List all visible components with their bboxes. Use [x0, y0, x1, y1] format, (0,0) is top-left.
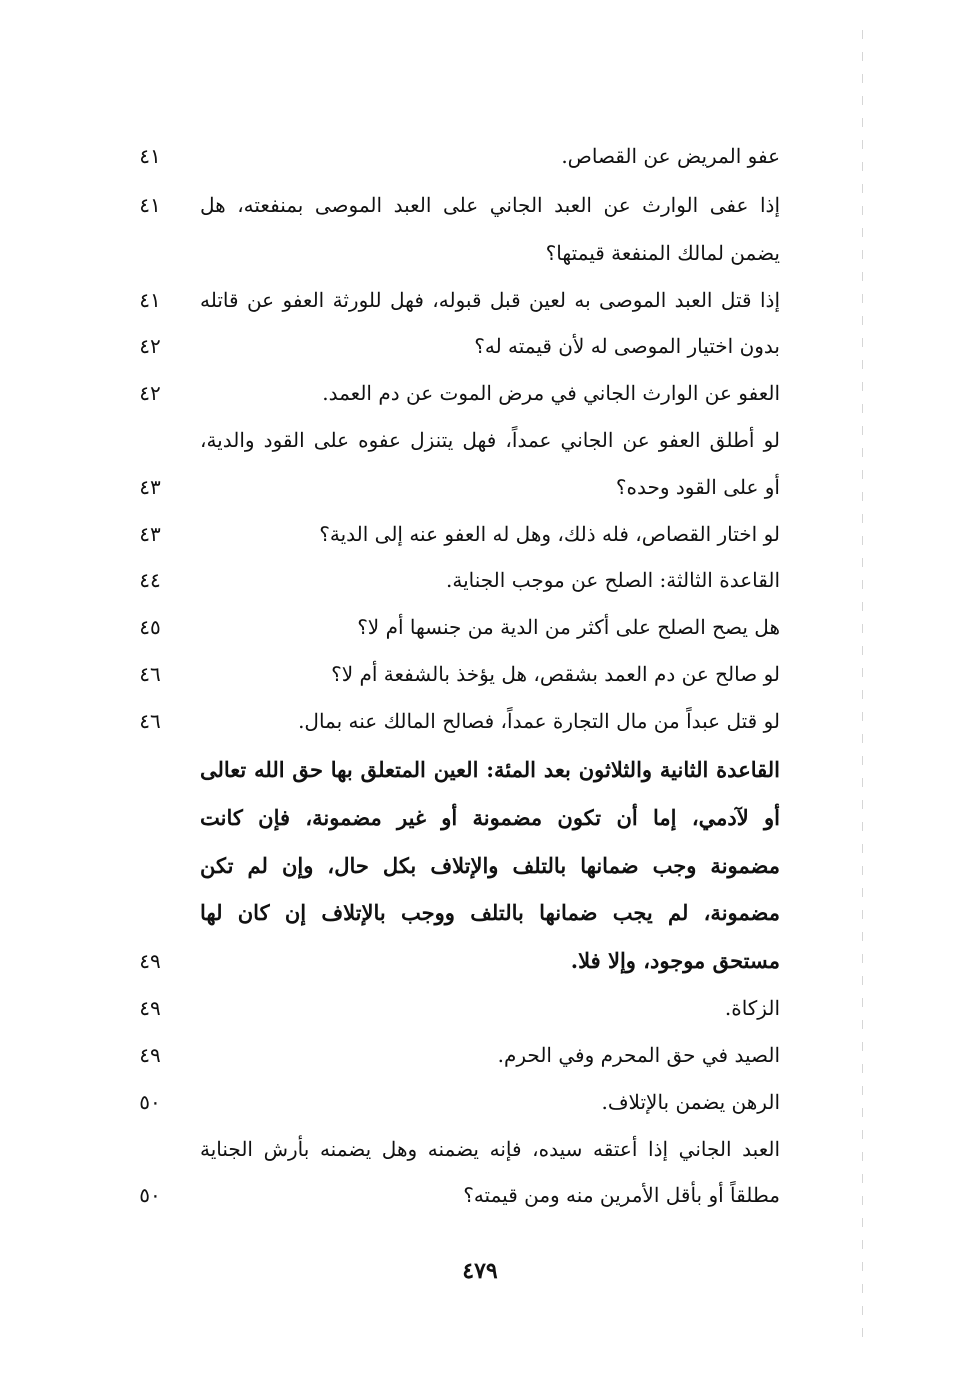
entry-text: الرهن يضمن بالإتلاف. — [601, 1090, 780, 1114]
entry-text: لو أطلق العفو عن الجاني عمداً، فهل يتنزل عفوه على القود والدية، — [200, 428, 780, 452]
rule-heading-line — [130, 844, 780, 888]
rule-heading-line — [130, 939, 780, 983]
entry-page-number: ٤١ — [139, 193, 161, 217]
index-entry — [130, 183, 780, 227]
entry-text: إذا قتل العبد الموصى به لعين قبل قبوله، فهل للورثة العفو عن قاتله — [200, 288, 780, 312]
entry-text: يضمن لمالك المنفعة قيمتها؟ — [545, 241, 780, 265]
entry-text: لو صالح عن دم العمد بشقص، هل يؤخذ بالشفعة أم لا؟ — [331, 662, 780, 686]
index-entry — [130, 371, 780, 415]
entry-text: لو قتل عبداً من مال التجارة عمداً، فصالح المالك عنه بمال. — [298, 709, 780, 733]
index-entry — [130, 1173, 780, 1217]
entry-page-number: ٤٢ — [139, 334, 161, 358]
index-entry — [130, 512, 780, 556]
entry-text: مضمونة، لم يجب ضمانها بالتلف ووجب بالإتلاف إن كان لها — [200, 900, 780, 925]
entry-text: أو على القود وحده؟ — [615, 475, 780, 499]
entry-page-number: ٤٦ — [139, 662, 161, 686]
entry-text: الزكاة. — [724, 996, 780, 1020]
index-entry — [130, 1033, 780, 1077]
entry-text: مضمونة وجب ضمانها بالتلف والإتلاف بكل حال، وإن لم تكن — [200, 853, 780, 878]
index-entry — [130, 134, 780, 178]
entry-page-number: ٥٠ — [139, 1183, 161, 1207]
index-entry — [130, 278, 780, 322]
entry-page-number: ٤٩ — [139, 996, 161, 1020]
index-entry — [130, 324, 780, 368]
entry-page-number: ٤٢ — [139, 381, 161, 405]
entry-page-number: ٤٩ — [139, 949, 161, 973]
entry-text: إذا عفى الوارث عن العبد الجاني على العبد الموصى بمنفعته، هل — [200, 193, 780, 217]
entry-text: القاعدة الثالثة: الصلح عن موجب الجناية. — [446, 568, 780, 592]
index-entry — [130, 231, 780, 275]
entry-text: هل يصح الصلح على أكثر من الدية من جنسها أم لا؟ — [357, 615, 780, 639]
index-entry — [130, 605, 780, 649]
index-entry — [130, 558, 780, 602]
entry-page-number: ٤١ — [139, 144, 161, 168]
entry-page-number: ٤٣ — [139, 522, 161, 546]
entry-text: القاعدة الثانية والثلاثون بعد المئة: العين المتعلق بها حق الله تعالى — [200, 757, 780, 782]
margin-dots — [862, 30, 863, 1350]
entry-text: الصيد في حق المحرم وفي الحرم. — [497, 1043, 780, 1067]
index-entry — [130, 699, 780, 743]
entry-text: مستحق موجود، وإلا فلا. — [570, 948, 780, 973]
entry-text: عفو المريض عن القصاص. — [561, 144, 780, 168]
index-entry — [130, 986, 780, 1030]
entry-page-number: ٤٩ — [139, 1043, 161, 1067]
rule-heading-line — [130, 796, 780, 840]
index-entry — [130, 465, 780, 509]
entry-page-number: ٤٦ — [139, 709, 161, 733]
index-entry — [130, 652, 780, 696]
entry-page-number: ٥٠ — [139, 1090, 161, 1114]
index-entry — [130, 418, 780, 462]
rule-heading-line — [130, 748, 780, 792]
entry-text: العفو عن الوارث الجاني في مرض الموت عن دم العمد. — [322, 381, 780, 405]
entry-text: مطلقاً أو بأقل الأمرين منه ومن قيمته؟ — [463, 1183, 780, 1207]
entry-page-number: ٤٣ — [139, 475, 161, 499]
entry-text: أو لآدمي، إما أن تكون مضمونة أو غير مضمونة، فإن كانت — [200, 805, 780, 830]
entry-page-number: ٤٥ — [139, 615, 161, 639]
rule-heading-line — [130, 891, 780, 935]
entry-text: لو اختار القصاص، فله ذلك، وهل له العفو عنه إلى الدية؟ — [319, 522, 780, 546]
entry-text: العبد الجاني إذا أعتقه سيده، فإنه يضمنه وهل يضمنه بأرش الجناية — [200, 1137, 780, 1161]
entry-page-number: ٤١ — [139, 288, 161, 312]
index-entry — [130, 1127, 780, 1171]
page-number: ٤٧٩ — [462, 1258, 498, 1284]
entry-text: بدون اختيار الموصى له لأن قيمته له؟ — [474, 334, 780, 358]
index-entry — [130, 1080, 780, 1124]
entry-page-number: ٤٤ — [139, 568, 161, 592]
